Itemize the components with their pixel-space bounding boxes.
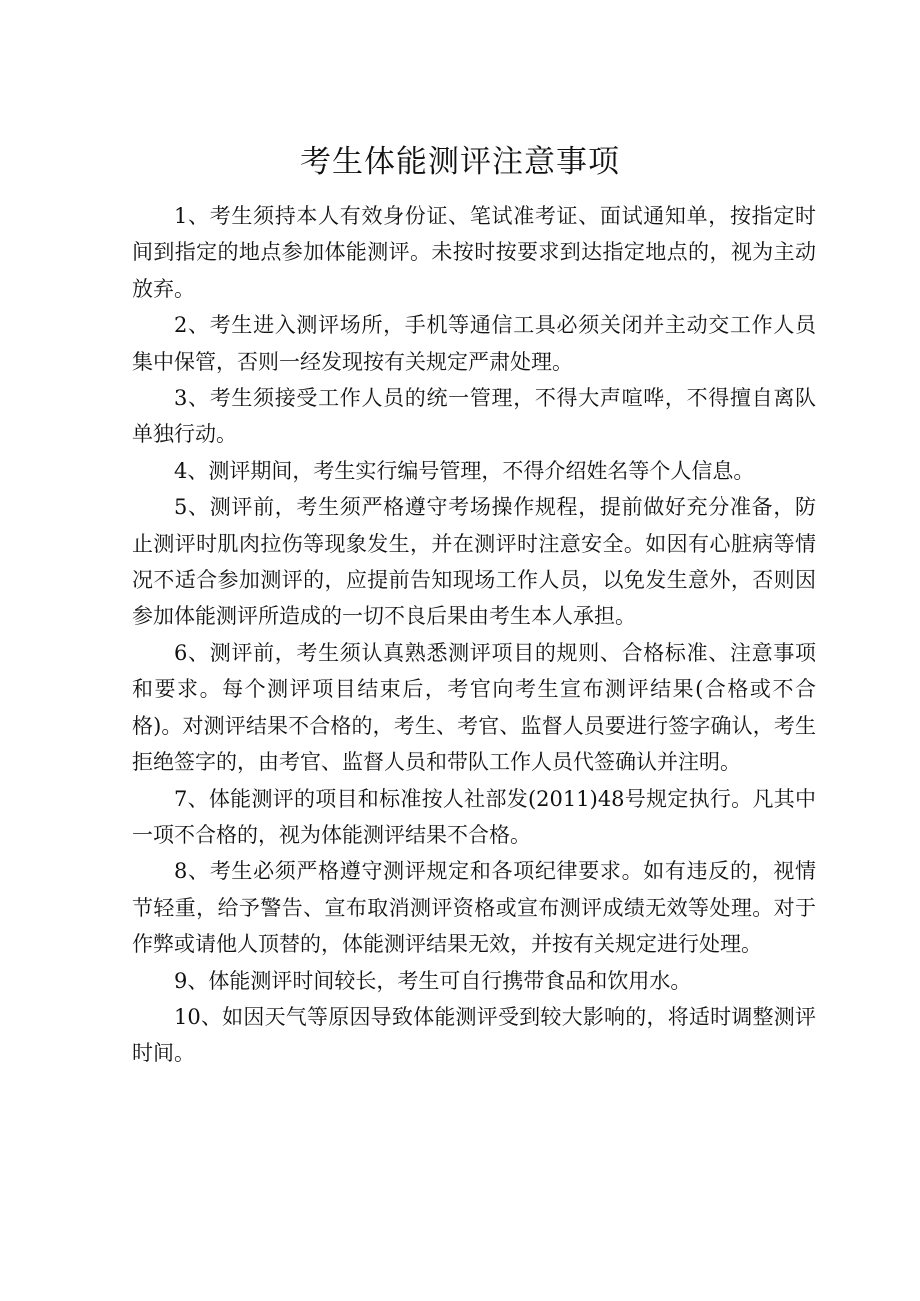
notice-item-5: 5、测评前，考生须严格遵守考场操作规程，提前做好充分准备，防止测评时肌肉拉伤等现象发生，并在测评时注意安全。如因有心脏病等情况不适合参加测评的，应提前告知现场工作人员，以免发生意外，否则因参加体能测评所造成的一切不良后果由考生本人承担。 bbox=[132, 495, 816, 629]
notice-item-9: 9、体能测评时间较长，考生可自行携带食品和饮用水。 bbox=[174, 968, 692, 993]
notice-list bbox=[132, 198, 816, 1072]
notice-item-2: 2、考生进入测评场所，手机等通信工具必须关闭并主动交工作人员集中保管，否则一经发现按有关规定严肃处理。 bbox=[132, 313, 816, 374]
notice-item-3: 3、考生须接受工作人员的统一管理，不得大声喧哗，不得擅自离队单独行动。 bbox=[132, 386, 816, 447]
notice-item-4: 4、测评期间，考生实行编号管理，不得介绍姓名等个人信息。 bbox=[174, 458, 755, 483]
notice-item-10: 10、如因天气等原因导致体能测评受到较大影响的，将适时调整测评时间。 bbox=[132, 1004, 816, 1066]
notice-item-8: 8、考生必须严格遵守测评规定和各项纪律要求。如有违反的，视情节轻重，给予警告、宣布取消测评资格或宣布测评成绩无效等处理。对于作弊或请他人顶替的，体能测评结果无效，并按有关规定进行处理。 bbox=[132, 859, 816, 957]
notice-item-6: 6、测评前，考生须认真熟悉测评项目的规则、合格标准、注意事项和要求。每个测评项目结束后，考官向考生宣布测评结果(合格或不合格)。对测评结果不合格的，考生、考官、监督人员要进行签字确认，考生拒绝签字的，由考官、监督人员和带队工作人员代签确认并注明。 bbox=[132, 640, 816, 775]
notice-item-7: 7、体能测评的项目和标准按人社部发(2011)48号规定执行。凡其中一项不合格的，视为体能测评结果不合格。 bbox=[132, 786, 816, 847]
document-title: 考生体能测评注意事项 bbox=[300, 144, 620, 180]
notice-item-1: 1、考生须持本人有效身份证、笔试准考证、面试通知单，按指定时间到指定的地点参加体能测评。未按时按要求到达指定地点的，视为主动放弃。 bbox=[132, 204, 816, 301]
